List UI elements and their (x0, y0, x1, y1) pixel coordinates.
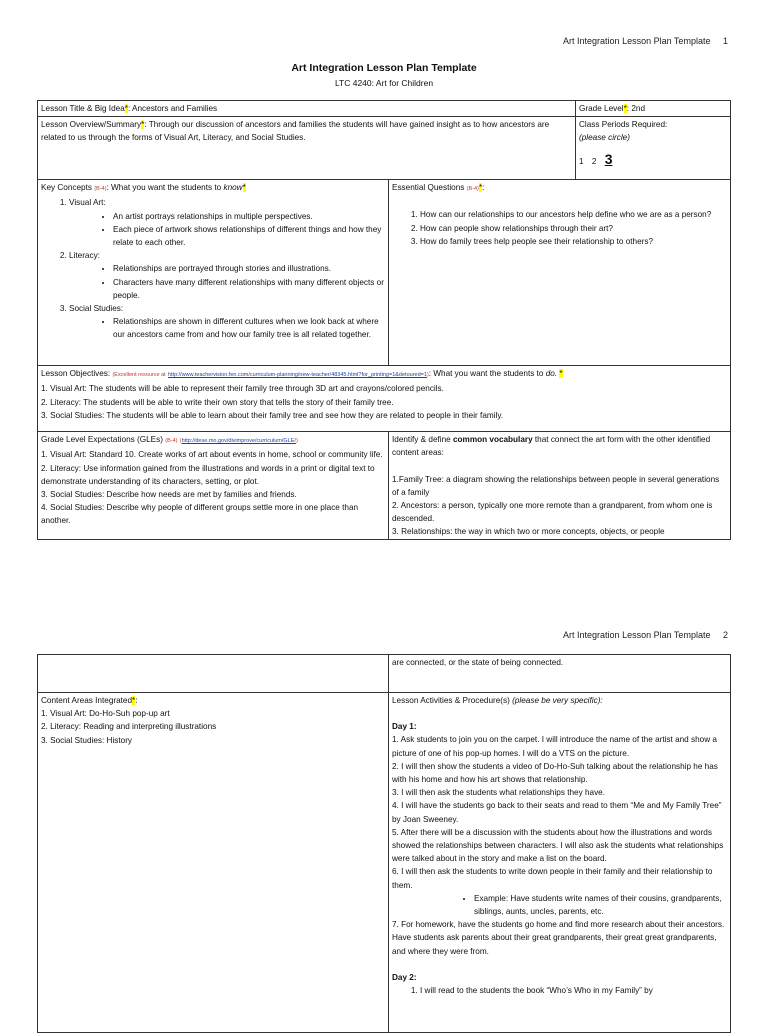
gle-link-wrap: (http://dese.mo.gov/divimprove/curriculum/GLE/) (179, 438, 298, 445)
day-1-heading: Day 1: (392, 722, 417, 732)
activity-step: 5. After there will be a discussion with the students about how the illustrations and words showed the relationships between characters. I will also ask the students what relationships were talked about in the story and make a list on the board. (392, 827, 724, 864)
overview-label: Lesson Overview/Summary (41, 120, 142, 130)
key-concepts-heading (41, 181, 385, 196)
key-concepts-cell (38, 180, 389, 366)
objective-item: 2. Literacy: The students will be able to write their own story that tells the story of their family tree. (41, 397, 394, 407)
activities-heading (392, 694, 727, 707)
gle-ref: (B-4) (165, 438, 178, 445)
required-star: * (559, 369, 563, 379)
activity-step: 2. I will then show the students a video of Do-Ho-Suh talking about the relationship he has with his home and how his art shows that relationship. (392, 761, 718, 785)
concept-area (69, 302, 385, 342)
activity-step: 3. I will then ask the students what relationships they have. (392, 788, 605, 798)
key-concepts-ref: (B-4) (94, 186, 107, 193)
content-area-item: 3. Social Studies: History (41, 735, 133, 745)
lesson-objectives-cell (38, 366, 731, 432)
gle-cell (38, 432, 389, 540)
concept-item: • An artist portrays relationships in multiple perspectives. (113, 210, 385, 223)
lesson-title-cell (38, 101, 576, 117)
period-option-3[interactable]: 3 (604, 150, 613, 167)
activity-example: • Example: Have students write names of their cousins, grandparents, siblings, aunts, uncles, parents, etc. (474, 892, 727, 918)
activities-note: (please be very specific): (512, 696, 603, 705)
required-star: * (478, 183, 483, 193)
gle-label: Grade Level Expectations (GLEs) (41, 435, 163, 445)
concept-item: • Each piece of artwork shows relationships of different things and how they relate to each other. (113, 223, 385, 249)
key-concepts-label: Key Concepts (41, 183, 92, 193)
required-star: * (242, 183, 246, 193)
key-concepts-know: know (223, 183, 243, 193)
vocabulary-cell (389, 432, 731, 540)
objectives-resource-suffix: ) (426, 372, 429, 379)
vocabulary-continued-text: are connected, or the state of being connected. (392, 658, 564, 667)
vocabulary-heading (392, 433, 727, 459)
vocabulary-item: 1.Family Tree: a diagram showing the relationships between people in several generations of a family (392, 474, 720, 497)
concept-items (69, 262, 385, 302)
lesson-plan-table-page1 (37, 100, 731, 540)
essential-question: 3. How do family trees help people see their relationship to others? (420, 235, 727, 248)
class-periods-label: Class Periods Required: (579, 120, 668, 130)
activity-step: 1. Ask students to join you on the carpet. I will introduce the name of the artist and show a picture of one of his pop-up homes. I will do a VTS on the picture. (392, 735, 717, 758)
key-concepts-list (41, 196, 385, 341)
lesson-title-value: : Ancestors and Families (127, 104, 218, 113)
content-areas-heading (41, 694, 385, 707)
gle-item: 4. Social Studies: Describe why people of different groups settle more in one place than another. (41, 503, 359, 526)
objectives-heading (41, 367, 727, 382)
day-2-heading: Day 2: (392, 972, 417, 982)
gle-item: 2. Literacy: Use information gained from the illustrations and words in a print or digital text to demonstrate understanding of its characters, setting, or plot. (41, 463, 375, 486)
essential-questions-list (392, 208, 727, 248)
required-star: * (141, 120, 145, 130)
concept-area (69, 196, 385, 249)
page-header (563, 630, 728, 640)
gle-continued-cell (38, 655, 389, 693)
gle-heading (41, 433, 385, 448)
day-2-list (392, 984, 727, 997)
vocabulary-suffix: that connect the art form with the other identified content areas: (392, 435, 711, 458)
objectives-resource-prefix: (Excellent resource at (112, 372, 166, 379)
gle-link[interactable]: http://dese.mo.gov/divimprove/curriculum/GLE/ (181, 438, 296, 445)
page-number: 2 (722, 630, 728, 640)
class-periods-cell (576, 117, 731, 180)
required-star: * (132, 696, 136, 705)
content-areas-label: Content Areas Integrated (41, 696, 133, 705)
page-header (563, 36, 728, 46)
concept-item: • Relationships are portrayed through stories and illustrations. (113, 262, 385, 275)
document-subtitle-text: LTC 4240: Art for Children (334, 78, 434, 88)
essential-question: 1. How can our relationships to our ancestors help define who we are as a person? (420, 208, 727, 221)
content-areas-cell (38, 693, 389, 1033)
overview-text: : Through our discussion of ancestors and families the students will have gained insight as to how ancestors are related to us through the forms of Visual Art, Literacy, and Social Studies. (41, 120, 550, 143)
header-title: Art Integration Lesson Plan Template (563, 630, 711, 640)
content-area-item: 1. Visual Art: Do-Ho-Suh pop-up art (41, 709, 170, 719)
essential-questions-cell (389, 180, 731, 366)
content-area-item: 2. Literacy: Reading and interpreting illustrations (41, 722, 217, 732)
document-title-text: Art Integration Lesson Plan Template (291, 62, 477, 74)
vocabulary-prefix: Identify & define (392, 435, 451, 445)
objectives-do: do. (545, 369, 558, 379)
document-title (0, 62, 768, 74)
concept-area-name: Visual Art: (69, 198, 106, 208)
lesson-overview-cell (38, 117, 576, 180)
activities-cell (389, 693, 731, 1033)
activity-step: 6. I will then ask the students to write down people in their family and their relationship to them. (392, 867, 713, 890)
objectives-resource-link[interactable]: http://www.teachervision.fen.com/curriculum-planning/new-teacher/48345.html?for_printing=1&detoured=1 (167, 372, 427, 379)
essential-questions-ref: (B-4) (466, 186, 479, 193)
grade-level-cell (576, 101, 731, 117)
grade-level-value: : 2nd (626, 104, 646, 113)
gle-item: 3. Social Studies: Describe how needs are met by families and friends. (41, 490, 297, 500)
objectives-label: Lesson Objectives: (41, 369, 111, 379)
grade-level-label: Grade Level (579, 104, 624, 113)
document-subtitle (0, 78, 768, 88)
concept-items (69, 210, 385, 250)
concept-area-name: Literacy: (69, 251, 100, 261)
period-option-2[interactable]: 2 (591, 156, 597, 166)
concept-area-name: Social Studies: (69, 304, 124, 314)
essential-questions-colon: : (482, 183, 485, 193)
activities-label: Lesson Activities & Procedure(s) (392, 696, 510, 705)
required-star: * (623, 104, 627, 113)
essential-questions-heading (392, 181, 727, 196)
vocabulary-bold: common vocabulary (453, 435, 533, 445)
required-star: * (124, 104, 128, 113)
header-title: Art Integration Lesson Plan Template (563, 36, 711, 46)
objective-item: 3. Social Studies: The students will be able to learn about their family tree and see how they are related to people in their family. (41, 410, 504, 420)
vocabulary-item: 3. Relationships: the way in which two or more concepts, objects, or people (392, 527, 665, 537)
concept-item: • Relationships are shown in different cultures when we look back at where our ancestors came from and how our family tree is all related together. (113, 315, 385, 341)
activity-step: 7. For homework, have the students go home and find more research about their ancestors. Have students ask parents about their great grandparents, their great great grandparents, and where they were from. (392, 920, 725, 956)
activity-step: 4. I will have the students go back to their seats and read to them “Me and My Family Tree” by Joan Sweeney. (392, 801, 722, 824)
content-areas-colon: : (135, 696, 138, 705)
concept-items (69, 315, 385, 341)
page-number: 1 (722, 36, 728, 46)
activity-step: 1. I will read to the students the book “Who’s Who in my Family” by (420, 984, 727, 997)
period-option-1[interactable]: 1 (579, 156, 584, 166)
lesson-title-label: Lesson Title & Big Idea (41, 104, 125, 113)
example-list (392, 892, 727, 918)
objective-item: 1. Visual Art: The students will be able to represent their family tree through 3D art and crayons/colored pencils. (41, 384, 444, 394)
essential-question: 2. How can people show relationships through their art? (420, 222, 727, 235)
lesson-plan-table-page2 (37, 654, 731, 1033)
concept-area (69, 249, 385, 302)
essential-questions-label: Essential Questions (392, 183, 465, 193)
vocabulary-continued-cell (389, 655, 731, 693)
concept-item: • Characters have many different relationships with many different objects or people. (113, 276, 385, 302)
objectives-tail: : What you want the students to (428, 369, 544, 379)
key-concepts-text: : What you want the students to (106, 183, 222, 193)
class-periods-options (579, 150, 727, 168)
class-periods-note: (please circle) (579, 133, 630, 143)
gle-item: 1. Visual Art: Standard 10. Create works of art about events in home, school or community life. (41, 450, 383, 460)
vocabulary-item: 2. Ancestors: a person, typically one more remote than a grandparent, from whom one is descended. (392, 501, 713, 524)
